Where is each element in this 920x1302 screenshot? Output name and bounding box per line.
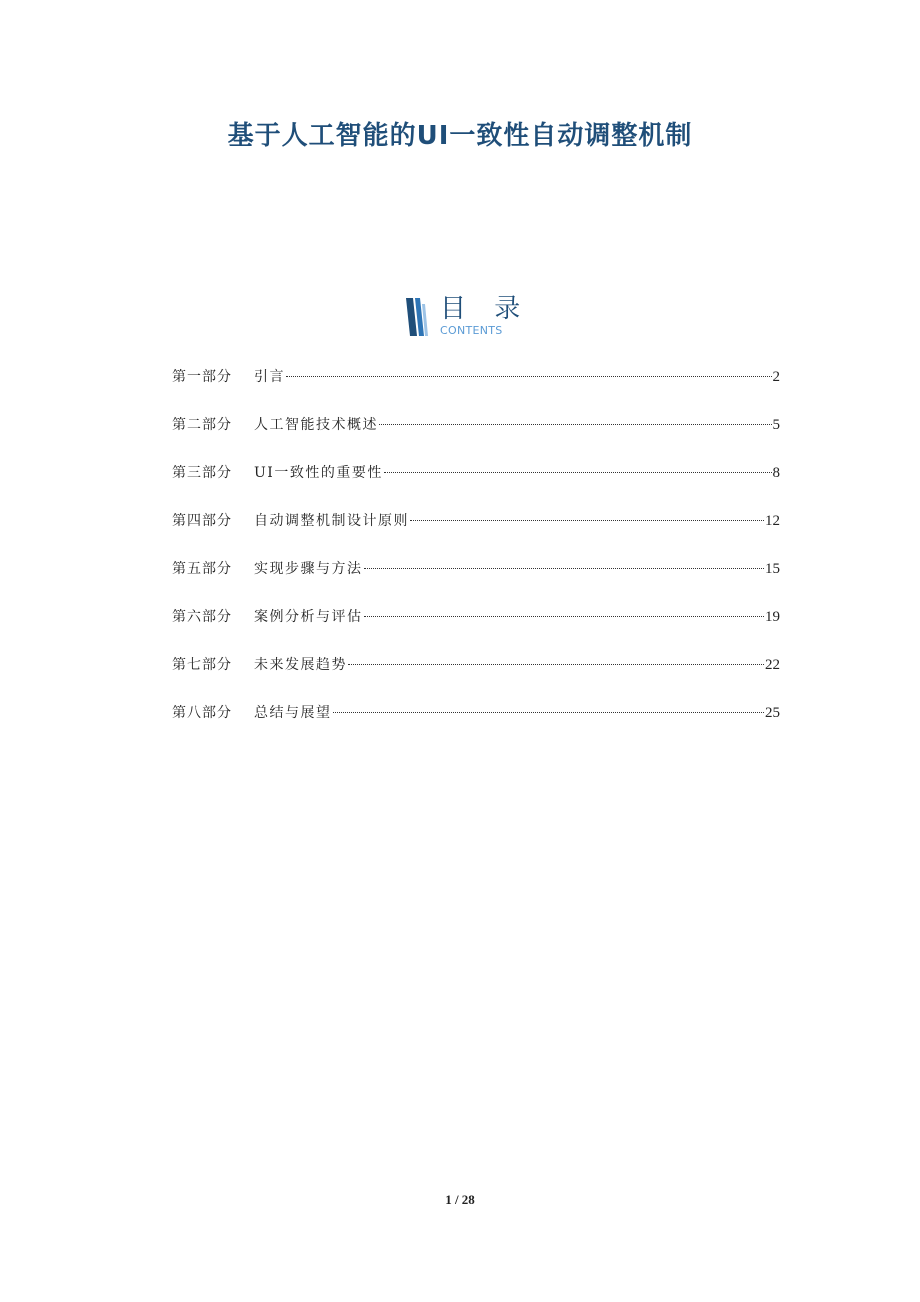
toc-entry-label: 人工智能技术概述: [254, 417, 378, 433]
toc-entry-label: 引言: [254, 369, 285, 385]
toc-entry-label: UI一致性的重要性: [254, 465, 383, 481]
dot-leader: [364, 616, 765, 617]
toc-part-number: 第八部分: [172, 705, 232, 721]
dot-leader: [364, 568, 765, 569]
toc-list: [172, 366, 780, 750]
toc-entry[interactable]: [172, 702, 780, 750]
page-indicator: 1 / 28: [445, 1192, 475, 1207]
toc-entry[interactable]: [172, 558, 780, 606]
toc-part-number: 第七部分: [172, 657, 232, 673]
toc-page-number: 8: [772, 465, 780, 481]
toc-part-number: 第二部分: [172, 417, 232, 433]
toc-page-number: 22: [765, 657, 780, 673]
toc-page-number: 12: [765, 513, 780, 529]
toc-part-number: 第一部分: [172, 369, 232, 385]
toc-subheading: CONTENTS: [440, 324, 503, 337]
toc-entry[interactable]: [172, 606, 780, 654]
toc-page-number: 15: [765, 561, 780, 577]
toc-part-number: 第三部分: [172, 465, 232, 481]
toc-entry-label: 未来发展趋势: [254, 657, 347, 673]
toc-heading: 目 录: [440, 294, 531, 324]
toc-entry[interactable]: [172, 654, 780, 702]
toc-entry[interactable]: [172, 414, 780, 462]
toc-entry[interactable]: [172, 510, 780, 558]
toc-page-number: 25: [765, 705, 780, 721]
toc-entry-label: 实现步骤与方法: [254, 561, 363, 577]
toc-entry-label: 总结与展望: [254, 705, 332, 721]
toc-part-number: 第四部分: [172, 513, 232, 529]
toc-part-number: 第五部分: [172, 561, 232, 577]
toc-header: [404, 294, 534, 340]
toc-entry[interactable]: [172, 366, 780, 414]
toc-entry[interactable]: [172, 462, 780, 510]
book-stripes-icon: [404, 296, 430, 338]
dot-leader: [384, 472, 772, 473]
dot-leader: [286, 376, 772, 377]
toc-entry-label: 案例分析与评估: [254, 609, 363, 625]
toc-page-number: 5: [772, 417, 780, 433]
document-title: 基于人工智能的UI一致性自动调整机制: [227, 121, 693, 151]
dot-leader: [410, 520, 764, 521]
toc-entry-label: 自动调整机制设计原则: [254, 513, 409, 529]
toc-page-number: 2: [772, 369, 780, 385]
toc-part-number: 第六部分: [172, 609, 232, 625]
dot-leader: [379, 424, 772, 425]
toc-page-number: 19: [765, 609, 780, 625]
dot-leader: [348, 664, 764, 665]
dot-leader: [333, 712, 765, 713]
